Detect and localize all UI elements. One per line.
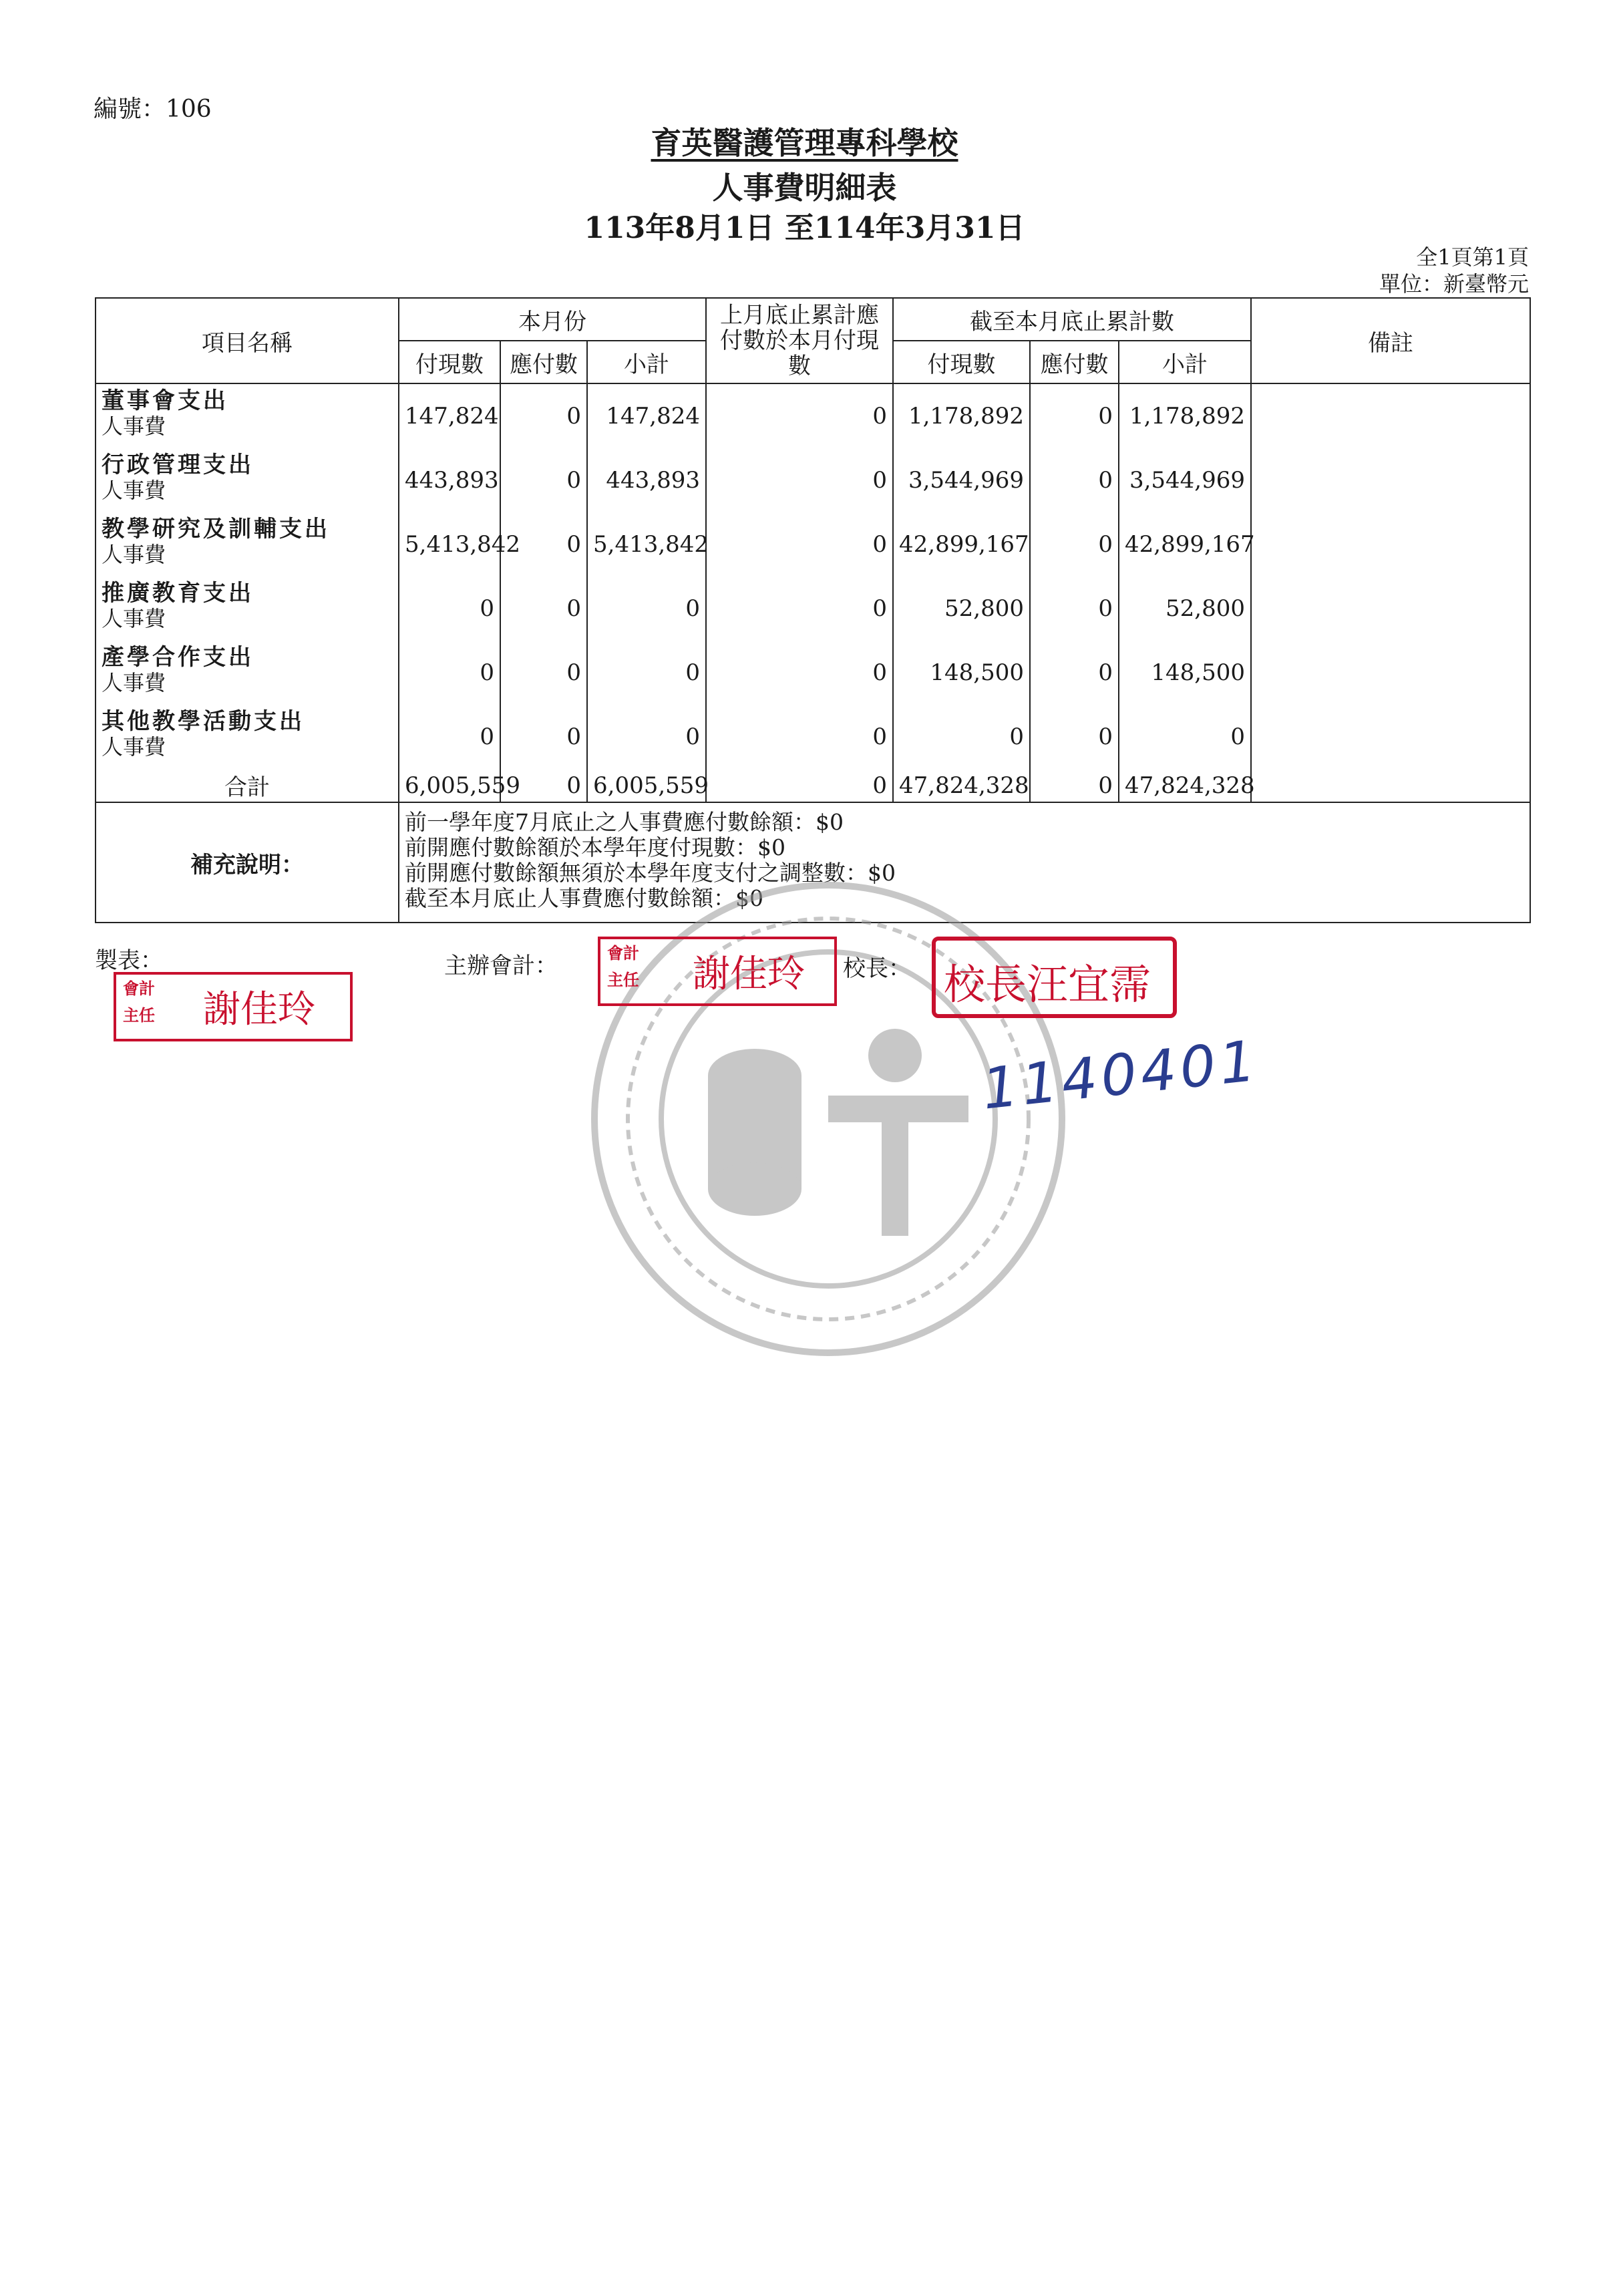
cum-subtotal-cell: 1,178,892 bbox=[1119, 383, 1251, 448]
cum-subtotal-cell: 42,899,167 bbox=[1119, 512, 1251, 577]
header-item-name: 項目名稱 bbox=[96, 298, 399, 383]
prior-cell: 0 bbox=[706, 512, 893, 577]
principal-stamp: 校長汪宜霈 bbox=[932, 937, 1177, 1018]
total-month-subtotal: 6,005,559 bbox=[587, 769, 706, 802]
total-row bbox=[96, 769, 1530, 802]
total-cum-subtotal: 47,824,328 bbox=[1119, 769, 1251, 802]
cum-payable-cell: 0 bbox=[1030, 705, 1119, 769]
prior-cell: 0 bbox=[706, 705, 893, 769]
notes-label: 補充說明： bbox=[96, 802, 399, 923]
month-payable-cell: 0 bbox=[500, 448, 587, 512]
prior-cell: 0 bbox=[706, 577, 893, 641]
header-month-cash: 付現數 bbox=[399, 341, 500, 383]
cum-cash-cell: 148,500 bbox=[893, 641, 1030, 705]
accountant-stamp: 會計 主任 謝佳玲 bbox=[598, 937, 837, 1006]
cum-payable-cell: 0 bbox=[1030, 577, 1119, 641]
header-remark: 備註 bbox=[1251, 298, 1530, 383]
total-prior: 0 bbox=[706, 769, 893, 802]
table-row bbox=[96, 705, 1530, 769]
month-cash-cell: 5,413,842 bbox=[399, 512, 500, 577]
remark-cell bbox=[1251, 577, 1530, 641]
remark-cell bbox=[1251, 641, 1530, 705]
cum-payable-cell: 0 bbox=[1030, 383, 1119, 448]
header-cumulative: 截至本月底止累計數 bbox=[893, 298, 1251, 341]
cum-payable-cell: 0 bbox=[1030, 512, 1119, 577]
cum-payable-cell: 0 bbox=[1030, 448, 1119, 512]
remark-cell bbox=[1251, 448, 1530, 512]
row-label: 教學研究及訓輔支出 人事費 bbox=[96, 512, 399, 577]
page-info bbox=[1379, 244, 1529, 297]
school-name: 育英醫護管理專科學校 bbox=[651, 125, 958, 161]
personnel-expense-table bbox=[95, 297, 1531, 923]
table-row bbox=[96, 383, 1530, 448]
prior-cell: 0 bbox=[706, 448, 893, 512]
month-payable-cell: 0 bbox=[500, 383, 587, 448]
month-subtotal-cell: 0 bbox=[587, 577, 706, 641]
cum-cash-cell: 3,544,969 bbox=[893, 448, 1030, 512]
note-line: 前開應付數餘額於本學年度付現數：$0 bbox=[405, 834, 785, 860]
header-month-payable: 應付數 bbox=[500, 341, 587, 383]
maker-stamp: 會計 主任 謝佳玲 bbox=[114, 972, 353, 1041]
cum-cash-cell: 1,178,892 bbox=[893, 383, 1030, 448]
row-label: 推廣教育支出 人事費 bbox=[96, 577, 399, 641]
header-this-month: 本月份 bbox=[399, 298, 706, 341]
row-label: 行政管理支出 人事費 bbox=[96, 448, 399, 512]
currency-unit: 單位：新臺幣元 bbox=[1379, 271, 1529, 297]
chief-accountant-label: 主辦會計： bbox=[444, 953, 558, 979]
principal-label: 校長： bbox=[843, 955, 911, 982]
cum-cash-cell: 52,800 bbox=[893, 577, 1030, 641]
table-row bbox=[96, 448, 1530, 512]
remark-cell bbox=[1251, 512, 1530, 577]
month-subtotal-cell: 147,824 bbox=[587, 383, 706, 448]
prior-cell: 0 bbox=[706, 641, 893, 705]
table-row bbox=[96, 641, 1530, 705]
note-line: 截至本月底止人事費應付數餘額：$0 bbox=[405, 885, 763, 911]
cum-subtotal-cell: 52,800 bbox=[1119, 577, 1251, 641]
total-month-payable: 0 bbox=[500, 769, 587, 802]
table-row bbox=[96, 512, 1530, 577]
remark-cell bbox=[1251, 705, 1530, 769]
report-title: 人事費明細表 bbox=[712, 170, 897, 206]
header-prior-payable: 上月底止累計應付數於本月付現數 bbox=[706, 298, 893, 383]
cum-cash-cell: 0 bbox=[893, 705, 1030, 769]
header-cum-subtotal: 小計 bbox=[1119, 341, 1251, 383]
row-label: 其他教學活動支出 人事費 bbox=[96, 705, 399, 769]
row-label: 產學合作支出 人事費 bbox=[96, 641, 399, 705]
cum-payable-cell: 0 bbox=[1030, 641, 1119, 705]
month-payable-cell: 0 bbox=[500, 577, 587, 641]
month-cash-cell: 443,893 bbox=[399, 448, 500, 512]
note-line: 前開應付數餘額無須於本學年度支付之調整數：$0 bbox=[405, 860, 896, 886]
total-cum-payable: 0 bbox=[1030, 769, 1119, 802]
cum-subtotal-cell: 3,544,969 bbox=[1119, 448, 1251, 512]
month-payable-cell: 0 bbox=[500, 705, 587, 769]
document-number: 編號：106 bbox=[94, 96, 212, 123]
row-label: 董事會支出 人事費 bbox=[96, 383, 399, 448]
maker-label: 製表： bbox=[95, 947, 163, 974]
handwritten-date: 1140401 bbox=[979, 1027, 1263, 1122]
total-label: 合計 bbox=[96, 769, 399, 802]
header-month-subtotal: 小計 bbox=[587, 341, 706, 383]
month-cash-cell: 0 bbox=[399, 577, 500, 641]
month-cash-cell: 0 bbox=[399, 641, 500, 705]
header-cum-payable: 應付數 bbox=[1030, 341, 1119, 383]
month-payable-cell: 0 bbox=[500, 641, 587, 705]
note-line: 前一學年度7月底止之人事費應付數餘額：$0 bbox=[405, 809, 844, 835]
table-row bbox=[96, 577, 1530, 641]
page-number: 全1頁第1頁 bbox=[1416, 244, 1529, 270]
total-remark bbox=[1251, 769, 1530, 802]
month-cash-cell: 147,824 bbox=[399, 383, 500, 448]
report-period: 113年8月1日 至114年3月31日 bbox=[584, 211, 1025, 245]
month-subtotal-cell: 443,893 bbox=[587, 448, 706, 512]
cum-subtotal-cell: 148,500 bbox=[1119, 641, 1251, 705]
remark-cell bbox=[1251, 383, 1530, 448]
prior-cell: 0 bbox=[706, 383, 893, 448]
header-cum-cash: 付現數 bbox=[893, 341, 1030, 383]
month-cash-cell: 0 bbox=[399, 705, 500, 769]
month-payable-cell: 0 bbox=[500, 512, 587, 577]
total-cum-cash: 47,824,328 bbox=[893, 769, 1030, 802]
cum-subtotal-cell: 0 bbox=[1119, 705, 1251, 769]
cum-cash-cell: 42,899,167 bbox=[893, 512, 1030, 577]
month-subtotal-cell: 0 bbox=[587, 705, 706, 769]
month-subtotal-cell: 0 bbox=[587, 641, 706, 705]
month-subtotal-cell: 5,413,842 bbox=[587, 512, 706, 577]
total-month-cash: 6,005,559 bbox=[399, 769, 500, 802]
